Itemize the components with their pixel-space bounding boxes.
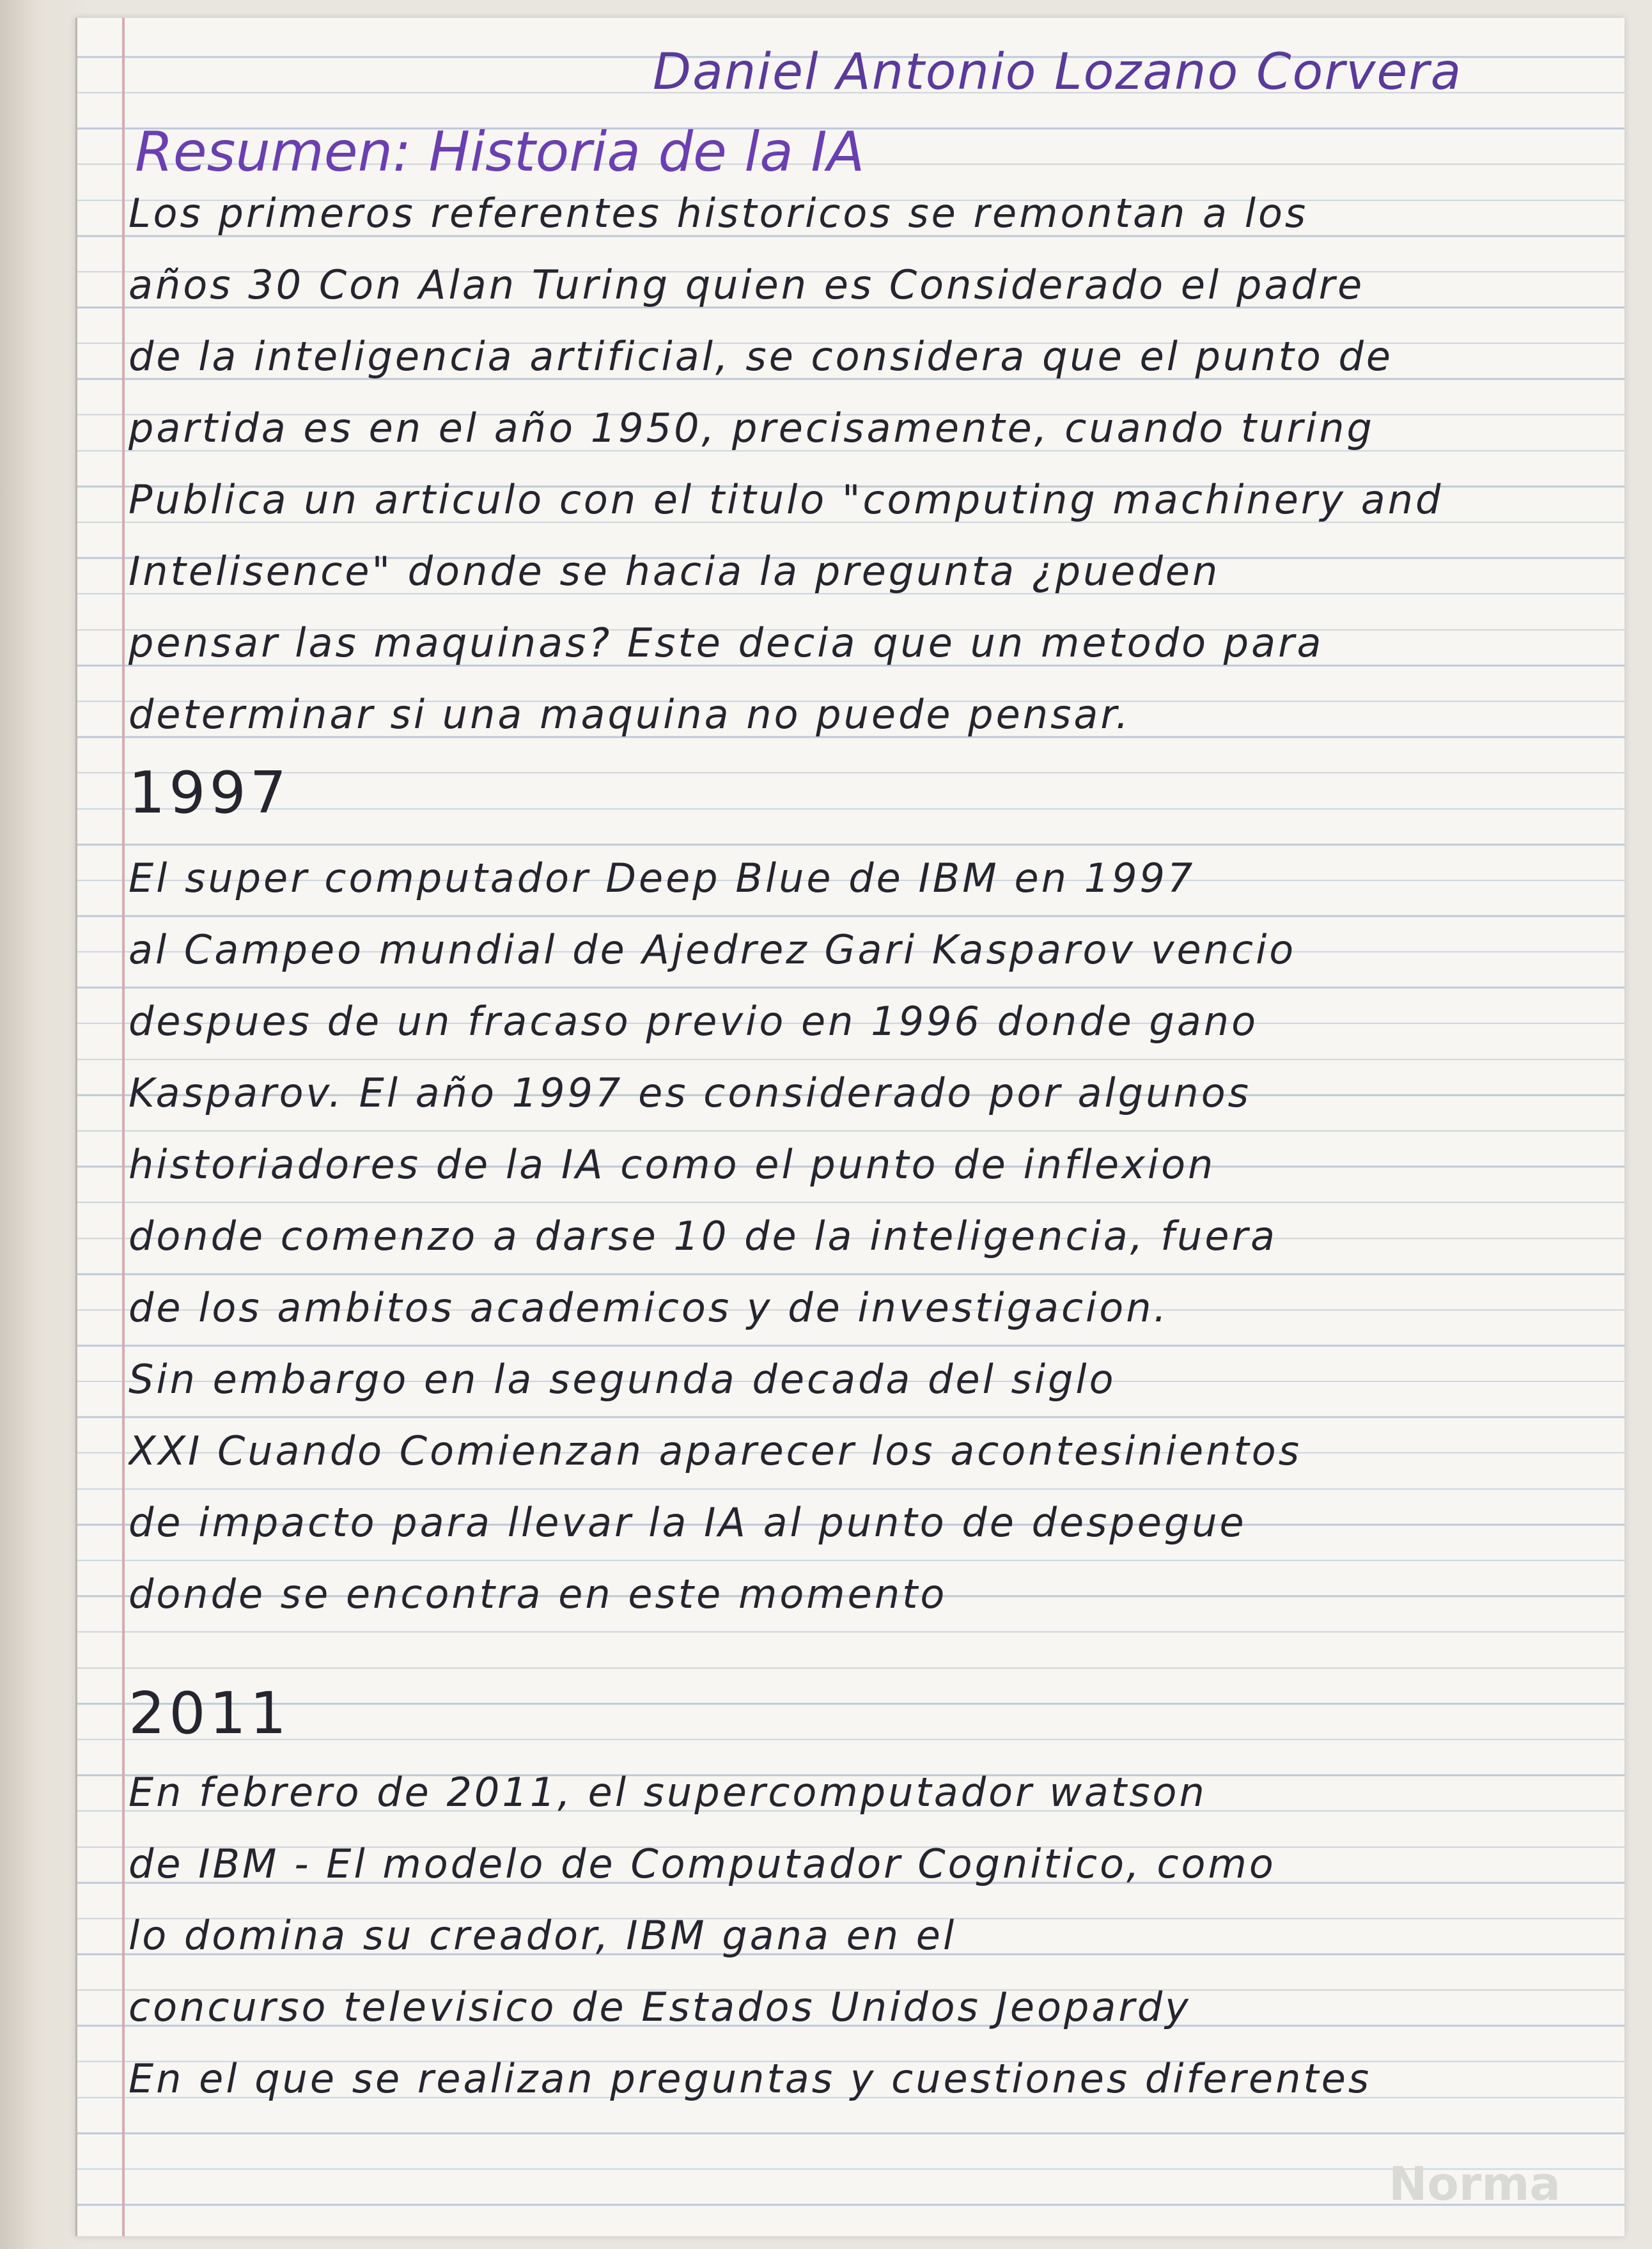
section-heading-2011: 2011 [129,1680,291,1747]
text-line: al Campeo mundial de Ajedrez Gari Kasparov vencio [129,926,1297,973]
text-line: despues de un fracaso previo en 1996 donde gano [129,998,1259,1045]
intro-paragraph [129,178,1599,751]
text-line: El super computador Deep Blue de IBM en 1997 [129,855,1196,901]
text-line: Sin embargo en la segunda decada del siglo [129,1356,1116,1403]
text-line: concurso televisico de Estados Unidos Jeopardy [129,1984,1191,2030]
text-line: años 30 Con Alan Turing quien es Considerado el padre [129,261,1365,308]
text-line: donde se encontra en este momento [129,1571,947,1617]
text-line: determinar si una maquina no puede pensar. [129,691,1131,738]
section-heading-1997: 1997 [129,759,291,827]
text-line: pensar las maquinas? Este decia que un metodo para [129,619,1324,666]
text-line: partida es en el año 1950, precisamente, cuando turing [129,405,1375,451]
text-line: de los ambitos academicos y de investigacion. [129,1284,1169,1331]
text-line: de IBM - El modelo de Computador Cognitico, como [129,1840,1276,1887]
text-line: Kasparov. El año 1997 es considerado por algunos [129,1070,1251,1116]
text-line: de impacto para llevar la IA al punto de despegue [129,1499,1247,1546]
text-line: historiadores de la IA como el punto de inflexion [129,1141,1216,1188]
text-line: de la inteligencia artificial, se considera que el punto de [129,333,1394,380]
author-name: Daniel Antonio Lozano Corvera [653,43,1463,101]
text-line: Intelisence" donde se hacia la pregunta ¿pueden [129,548,1220,595]
section-2011-paragraph [129,1757,1599,2115]
brand-watermark: Norma [1389,2157,1561,2211]
notebook-page [75,18,1625,2236]
margin-line [122,18,125,2236]
text-line: Los primeros referentes historicos se remontan a los [129,190,1309,237]
text-line: XXI Cuando Comienzan aparecer los acontesinientos [129,1428,1302,1474]
page-title: Resumen: Historia de la IA [135,120,865,184]
text-line: En el que se realizan preguntas y cuestiones diferentes [129,2055,1372,2102]
text-line: En febrero de 2011, el supercomputador watson [129,1769,1207,1816]
section-1997-paragraph [129,843,1599,1630]
text-line: donde comenzo a darse 10 de la inteligencia, fuera [129,1213,1277,1259]
text-line: Publica un articulo con el titulo "computing machinery and [129,476,1444,523]
text-line: lo domina su creador, IBM gana en el [129,1912,957,1959]
